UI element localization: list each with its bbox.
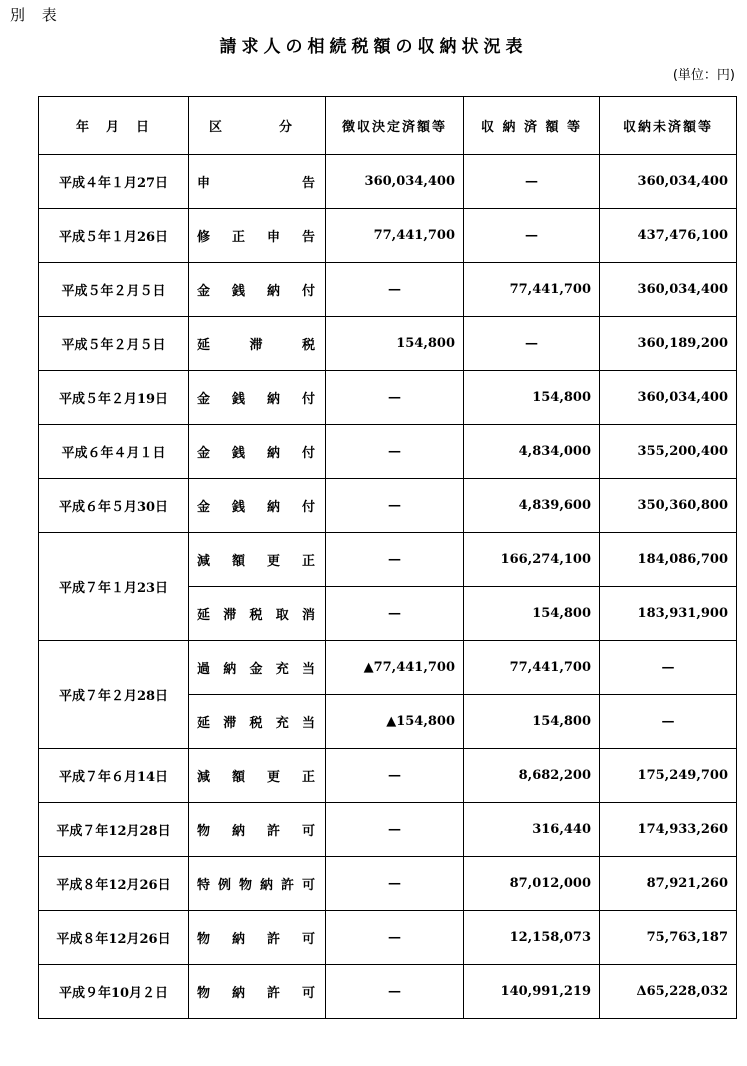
header-row: [39, 97, 737, 155]
cell-determined: —: [326, 263, 464, 317]
cell-determined: —: [326, 803, 464, 857]
cell-date: 平成９年10月２日: [39, 965, 189, 1019]
cell-date: 平成４年１月27日: [39, 155, 189, 209]
cell-determined: —: [326, 749, 464, 803]
cell-uncollected: 360,034,400: [600, 371, 737, 425]
cell-determined: 154,800: [326, 317, 464, 371]
table-row: [39, 479, 737, 533]
cell-uncollected: 75,763,187: [600, 911, 737, 965]
cell-date: 平成７年６月14日: [39, 749, 189, 803]
cell-type: 過納金充当: [189, 641, 326, 695]
cell-type: 金銭納付: [189, 425, 326, 479]
cell-uncollected: Δ65,228,032: [600, 965, 737, 1019]
table-row: [39, 317, 737, 371]
cell-collected: 87,012,000: [464, 857, 600, 911]
cell-uncollected: 183,931,900: [600, 587, 737, 641]
cell-determined: —: [326, 371, 464, 425]
cell-determined: ▲77,441,700: [326, 641, 464, 695]
cell-collected: —: [464, 317, 600, 371]
cell-collected: 4,839,600: [464, 479, 600, 533]
cell-type: 物納許可: [189, 911, 326, 965]
header-type-part-b: 分: [279, 120, 295, 135]
cell-type: 減額更正: [189, 749, 326, 803]
table-row: [39, 749, 737, 803]
cell-uncollected: 355,200,400: [600, 425, 737, 479]
cell-collected: 316,440: [464, 803, 600, 857]
cell-date: 平成７年１月23日: [39, 533, 189, 641]
unit-label: (単位：円): [672, 68, 735, 83]
cell-collected: —: [464, 155, 600, 209]
cell-uncollected: 360,034,400: [600, 263, 737, 317]
cell-date: 平成７年12月28日: [39, 803, 189, 857]
cell-collected: 77,441,700: [464, 641, 600, 695]
cell-uncollected: 350,360,800: [600, 479, 737, 533]
cell-date: 平成５年２月５日: [39, 317, 189, 371]
table-row: [39, 155, 737, 209]
header-date: 年 月 日: [39, 97, 189, 155]
cell-collected: 154,800: [464, 371, 600, 425]
header-uncollected: 収納未済額等: [600, 97, 737, 155]
table-row: [39, 857, 737, 911]
cell-type: 金銭納付: [189, 479, 326, 533]
cell-collected: 154,800: [464, 695, 600, 749]
cell-determined: ▲154,800: [326, 695, 464, 749]
cell-type: 物納許可: [189, 965, 326, 1019]
cell-uncollected: 174,933,260: [600, 803, 737, 857]
cell-determined: —: [326, 857, 464, 911]
table-body: [39, 155, 737, 1019]
table-row: [39, 911, 737, 965]
cell-uncollected: 184,086,700: [600, 533, 737, 587]
cell-collected: 140,991,219: [464, 965, 600, 1019]
cell-uncollected: 360,189,200: [600, 317, 737, 371]
page-title: 請求人の相続税額の収納状況表: [219, 37, 528, 57]
cell-determined: —: [326, 587, 464, 641]
cell-type: 申告: [189, 155, 326, 209]
header-collected: 収 納 済 額 等: [464, 97, 600, 155]
cell-date: 平成６年４月１日: [39, 425, 189, 479]
cell-type: 減額更正: [189, 533, 326, 587]
cell-collected: 8,682,200: [464, 749, 600, 803]
header-type-part-a: 区: [209, 120, 225, 135]
cell-uncollected: 87,921,260: [600, 857, 737, 911]
cell-type: 物納許可: [189, 803, 326, 857]
cell-type: 延滞税充当: [189, 695, 326, 749]
cell-date: 平成８年12月26日: [39, 857, 189, 911]
cell-type: 金銭納付: [189, 371, 326, 425]
cell-collected: 77,441,700: [464, 263, 600, 317]
cell-date: 平成５年２月19日: [39, 371, 189, 425]
cell-collected: 166,274,100: [464, 533, 600, 587]
appendix-label: 別 表: [10, 6, 63, 24]
cell-type: 延滞税取消: [189, 587, 326, 641]
table-row: [39, 965, 737, 1019]
cell-collected: 4,834,000: [464, 425, 600, 479]
table-row: [39, 803, 737, 857]
table-row: [39, 641, 737, 695]
table-row: [39, 425, 737, 479]
table-row: [39, 263, 737, 317]
cell-date: 平成５年１月26日: [39, 209, 189, 263]
cell-type: 修正申告: [189, 209, 326, 263]
cell-type: 金銭納付: [189, 263, 326, 317]
cell-date: 平成７年２月28日: [39, 641, 189, 749]
cell-uncollected: —: [600, 641, 737, 695]
table-row: [39, 533, 737, 587]
cell-determined: —: [326, 425, 464, 479]
header-type: [189, 97, 326, 155]
table-row: [39, 371, 737, 425]
cell-uncollected: —: [600, 695, 737, 749]
cell-determined: —: [326, 479, 464, 533]
cell-date: 平成８年12月26日: [39, 911, 189, 965]
cell-date: 平成５年２月５日: [39, 263, 189, 317]
cell-collected: 12,158,073: [464, 911, 600, 965]
cell-uncollected: 437,476,100: [600, 209, 737, 263]
cell-type: 延滞税: [189, 317, 326, 371]
cell-determined: 77,441,700: [326, 209, 464, 263]
cell-uncollected: 175,249,700: [600, 749, 737, 803]
tax-collection-table: [38, 96, 737, 1019]
cell-determined: —: [326, 965, 464, 1019]
cell-collected: 154,800: [464, 587, 600, 641]
cell-date: 平成６年５月30日: [39, 479, 189, 533]
cell-type: 特例物納許可: [189, 857, 326, 911]
table-row: [39, 209, 737, 263]
header-determined: 徴収決定済額等: [326, 97, 464, 155]
cell-uncollected: 360,034,400: [600, 155, 737, 209]
cell-determined: —: [326, 533, 464, 587]
cell-determined: —: [326, 911, 464, 965]
cell-collected: —: [464, 209, 600, 263]
cell-determined: 360,034,400: [326, 155, 464, 209]
